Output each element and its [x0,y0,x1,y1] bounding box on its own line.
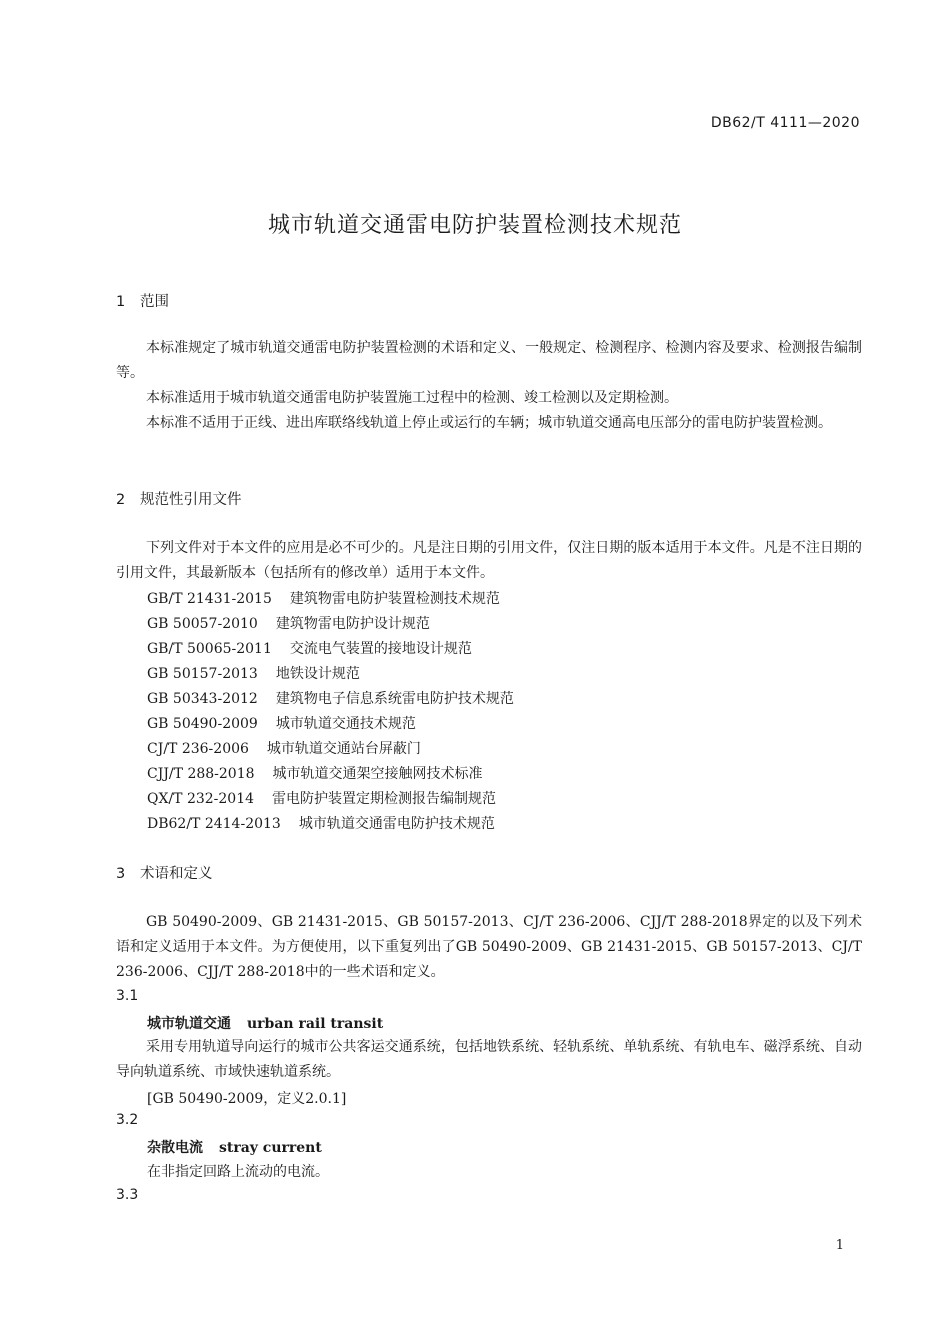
section-2-heading [116,488,242,509]
term-en: stray current [219,1140,322,1156]
reference-item [147,763,483,783]
reference-item [147,663,360,683]
paragraph: 本标准不适用于正线、进出库联络线轨道上停止或运行的车辆；城市轨道交通高电压部分的雷电防护装置检测。 [146,415,832,431]
reference-item [147,713,416,733]
term-number: 3.1 [116,988,139,1004]
section-1-heading [116,290,169,311]
term-heading [147,1137,322,1157]
document-title: 城市轨道交通雷电防护装置检测技术规范 [267,213,682,238]
reference-item [147,638,472,658]
paragraph: 本标准适用于城市轨道交通雷电防护装置施工过程中的检测、竣工检测以及定期检测。 [146,390,678,406]
term-source: [GB 50490-2009，定义2.0.1] [147,1091,347,1107]
section-3-heading [116,862,213,883]
reference-code: CJ/T 236-2006 [147,741,249,757]
reference-name: 交流电气装置的接地设计规范 [289,641,472,657]
section-title: 范围 [140,294,169,310]
term-definition: 在非指定回路上流动的电流。 [147,1164,329,1180]
reference-name: 城市轨道交通架空接触网技术标准 [272,766,483,782]
section-number: 3 [116,866,126,882]
reference-name: 建筑物电子信息系统雷电防护技术规范 [275,691,514,707]
paragraph: 本标准规定了城市轨道交通雷电防护装置检测的术语和定义、一般规定、检测程序、检测内容及要求、检测报告编制等。 [116,340,862,381]
term-number: 3.2 [116,1112,139,1128]
reference-item [147,788,496,808]
paragraph: 下列文件对于本文件的应用是必不可少的。凡是注日期的引用文件，仅注日期的版本适用于本文件。凡是不注日期的引用文件，其最新版本（包括所有的修改单）适用于本文件。 [116,540,862,581]
reference-code: GB 50157-2013 [147,666,258,682]
reference-code: GB 50057-2010 [147,616,258,632]
reference-item [147,688,514,708]
reference-code: QX/T 232-2014 [147,791,255,807]
section-number: 1 [116,294,126,310]
section-number: 2 [116,492,126,508]
reference-code: GB/T 50065-2011 [147,641,272,657]
term-number: 3.3 [116,1187,139,1203]
reference-code: GB 50490-2009 [147,716,258,732]
reference-item [147,813,495,833]
term-definition: 采用专用轨道导向运行的城市公共客运交通系统，包括地铁系统、轻轨系统、单轨系统、有轨电车、磁浮系统、自动导向轨道系统、市域快速轨道系统。 [116,1039,862,1080]
reference-name: 建筑物雷电防护设计规范 [275,616,430,632]
reference-name: 城市轨道交通雷电防护技术规范 [298,816,495,832]
reference-code: CJJ/T 288-2018 [147,766,255,782]
term-zh: 杂散电流 [147,1140,203,1156]
reference-name: 城市轨道交通技术规范 [275,716,416,732]
reference-item [147,613,430,633]
reference-code: GB/T 21431-2015 [147,591,272,607]
term-en: urban rail transit [247,1016,384,1032]
document-code: DB62/T 4111—2020 [710,115,860,131]
reference-item [147,738,421,758]
reference-name: 建筑物雷电防护装置检测技术规范 [289,591,500,607]
reference-name: 地铁设计规范 [275,666,360,682]
section-title: 规范性引用文件 [140,492,242,508]
reference-code: DB62/T 2414-2013 [147,816,281,832]
paragraph: GB 50490-2009、GB 21431-2015、GB 50157-2013、CJ/T 236-2006、CJJ/T 288-2018界定的以及下列术语和定义适用于本文件。为方便使用，以下重复列出了GB 50490-2009、GB 21431-2015、GB 50157-2013、CJ/T 236-2006、CJJ/T 288-2018中的一些术语和定义。 [116,914,862,980]
reference-name: 雷电防护装置定期检测报告编制规范 [272,791,497,807]
reference-item [147,588,500,608]
term-heading [147,1013,383,1033]
reference-code: GB 50343-2012 [147,691,258,707]
section-title: 术语和定义 [140,866,213,882]
reference-name: 城市轨道交通站台屏蔽门 [266,741,421,757]
page-number: 1 [835,1238,844,1253]
term-zh: 城市轨道交通 [147,1016,231,1032]
